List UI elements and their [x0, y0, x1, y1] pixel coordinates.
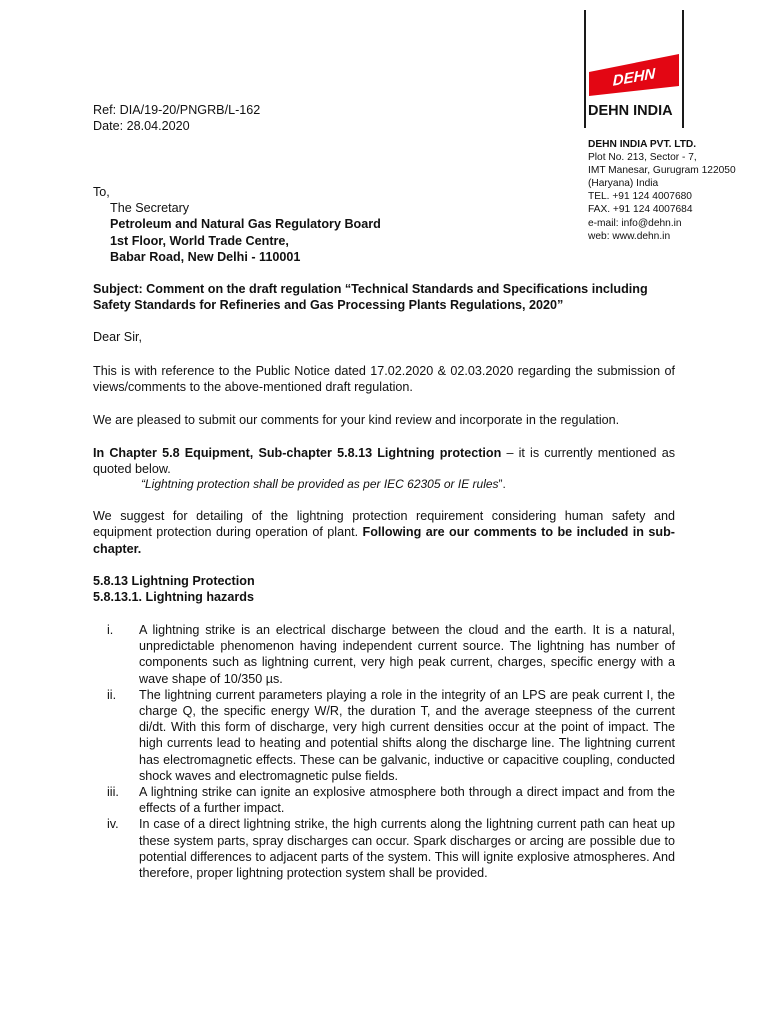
paragraph-reference: This is with reference to the Public Notice dated 17.02.2020 & 02.03.2020 regarding the submission of views/comments to the above-mentioned draft regulation. — [93, 364, 675, 395]
list-item-text: A lightning strike can ignite an explosive atmosphere both through a direct impact and from the effects of a further impact. — [139, 785, 675, 816]
section-title: 5.8.13 Lightning Protection — [93, 574, 255, 588]
list-item-number: iii. — [107, 785, 119, 800]
list-item-text: The lightning current parameters playing a role in the integrity of an LPS are peak current I, the charge Q, the specific energy W/R, the duration T, and the average steepness of the current di/dt. With this form of discharge, very high current densities occur at the point of impact. The high currents lead to heating and potential shifts along the discharge line. The lightning current has electromagnetic effects. These can be galvanic, inductive or capacitive coupling, conducted shock waves and electromagnetic pulse fields. — [139, 687, 675, 783]
reference-number: Ref: DIA/19-20/PNGRB/L-162 — [93, 103, 261, 117]
company-name: DEHN INDIA PVT. LTD. — [588, 139, 697, 150]
quoted-clause-text: “Lightning protection shall be provided as per IEC 62305 or IE rules — [141, 477, 499, 491]
chapter-reference: In Chapter 5.8 Equipment, Sub-chapter 5.8.13 Lightning protection — [93, 446, 502, 460]
suggestion-text: We suggest for detailing of the lightning protection requirement considering human safety and equipment protection during operation of plant. — [93, 509, 675, 540]
list-item-number: ii. — [107, 687, 117, 702]
dehn-logo — [587, 50, 681, 104]
list-item-number: i. — [107, 623, 114, 637]
web-line: web: www.dehn.in — [588, 230, 671, 242]
letterhead-rule-left — [584, 10, 586, 128]
paragraph-suggestion — [93, 508, 675, 557]
list-item — [93, 816, 675, 881]
list-item — [93, 784, 675, 816]
address-line: IMT Manesar, Gurugram 122050 — [588, 165, 736, 177]
list-item — [93, 687, 675, 784]
reference-block — [93, 102, 260, 135]
paragraph-submission: We are pleased to submit our comments for your kind review and incorporate in the regulation. — [93, 413, 620, 427]
company-address-block — [588, 138, 763, 243]
address-line: (Haryana) India — [588, 178, 659, 190]
list-item-text: A lightning strike is an electrical discharge between the cloud and the earth. It is a natural, unpredictable phenomenon having independent current source. The lightning has number of components such as lightning current, very high peak current, charges, specific energy with a wave shape of 10/350 µs. — [139, 623, 675, 686]
list-item-text: In case of a direct lightning strike, the high currents along the lightning current path can heat up these system parts, spray discharges can occur. Spark discharges or arcing are possible due to potential differences to adjacent parts of the system. This will ignite explosive atmospheres. And therefore, proper lightning protection system shall be provided. — [139, 817, 675, 881]
brand-name: DEHN INDIA — [588, 103, 673, 119]
suggestion-bold: Following are our comments to be included in sub-chapter. — [93, 525, 675, 556]
recipient-title: The Secretary — [110, 201, 190, 215]
letterhead-rule-right — [682, 10, 684, 128]
to-label: To, — [93, 185, 110, 199]
subject-line: Subject: Comment on the draft regulation “Technical Standards and Specifications including Safety Standards for Refineries and Gas Processing Plants Regulations, 2020” — [93, 282, 648, 313]
list-item-number: iv. — [107, 817, 119, 832]
dehn-logo-text: DEHN — [612, 65, 656, 90]
fax-line: FAX. +91 124 4007684 — [588, 204, 693, 216]
paragraph-chapter — [93, 445, 675, 478]
letter-date: Date: 28.04.2020 — [93, 119, 190, 134]
recipient-city: Babar Road, New Delhi - 110001 — [110, 249, 301, 264]
list-item — [93, 622, 675, 687]
recipient-address — [110, 200, 381, 265]
address-line: Plot No. 213, Sector - 7, — [588, 152, 697, 164]
recipient-organization: Petroleum and Natural Gas Regulatory Board — [110, 217, 381, 232]
email-line: e-mail: info@dehn.in — [588, 217, 682, 229]
chapter-reference-rest: – it is currently mentioned as quoted below. — [93, 446, 675, 477]
hazard-list — [93, 622, 675, 881]
quoted-clause — [141, 477, 506, 491]
recipient-floor: 1st Floor, World Trade Centre, — [110, 233, 289, 248]
salutation: Dear Sir, — [93, 330, 142, 344]
phone-line: TEL. +91 124 4007680 — [588, 191, 692, 203]
section-heading — [93, 573, 255, 606]
section-subtitle: 5.8.13.1. Lightning hazards — [93, 590, 254, 605]
quoted-clause-end: ”. — [498, 477, 506, 491]
dehn-logo-graphic — [587, 50, 681, 104]
